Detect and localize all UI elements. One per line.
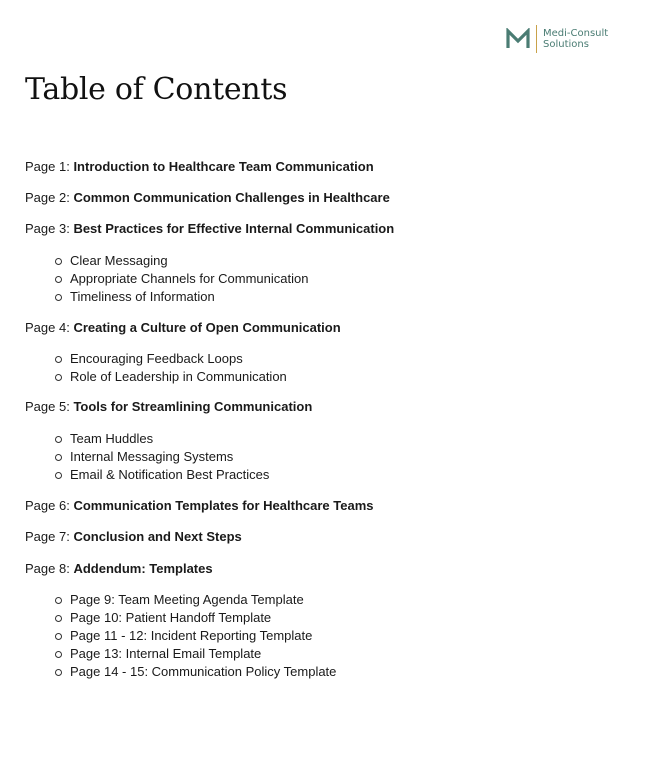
list-item: Team Huddles <box>55 430 625 448</box>
toc-sublist-page-5 <box>25 430 625 484</box>
list-item: Email & Notification Best Practices <box>55 466 625 484</box>
logo-text <box>543 28 608 50</box>
logo-divider <box>536 25 537 53</box>
toc-page-label: Page 6: <box>25 498 74 513</box>
toc-page-label: Page 3: <box>25 221 74 236</box>
company-logo <box>506 24 608 54</box>
list-item: Page 13: Internal Email Template <box>55 645 625 663</box>
toc-page-label: Page 4: <box>25 320 74 335</box>
logo-line-1: Medi-Consult <box>543 28 609 39</box>
list-item: Appropriate Channels for Communication <box>55 270 625 288</box>
toc-entry-page-8 <box>25 560 625 578</box>
list-item: Page 10: Patient Handoff Template <box>55 609 625 627</box>
toc-entry-page-6 <box>25 497 625 515</box>
list-item: Role of Leadership in Communication <box>55 368 625 386</box>
toc-entry-page-5 <box>25 398 625 416</box>
toc-entry-title: Common Communication Challenges in Healthcare <box>73 190 390 205</box>
list-item: Internal Messaging Systems <box>55 448 625 466</box>
toc-entry-title: Communication Templates for Healthcare Teams <box>73 498 374 513</box>
list-item: Encouraging Feedback Loops <box>55 350 625 368</box>
toc-page-label: Page 8: <box>25 561 74 576</box>
toc-entry-title: Creating a Culture of Open Communication <box>73 320 341 335</box>
toc-entry-page-1 <box>25 158 625 176</box>
page-title: Table of Contents <box>25 72 288 107</box>
toc-sublist-page-3 <box>25 252 625 306</box>
toc-page-label: Page 5: <box>25 399 74 414</box>
toc-entry-page-7 <box>25 528 625 546</box>
toc-sublist-page-4 <box>25 350 625 386</box>
toc-page-label: Page 7: <box>25 529 74 544</box>
table-of-contents <box>25 158 625 681</box>
toc-page-label: Page 1: <box>25 159 74 174</box>
logo-line-2: Solutions <box>543 39 589 50</box>
toc-entry-title: Introduction to Healthcare Team Communication <box>73 159 374 174</box>
list-item: Timeliness of Information <box>55 288 625 306</box>
toc-entry-page-2 <box>25 189 625 207</box>
list-item: Clear Messaging <box>55 252 625 270</box>
toc-entry-title: Conclusion and Next Steps <box>73 529 242 544</box>
toc-sublist-page-8 <box>25 591 625 681</box>
letter-m-logo-icon <box>506 28 530 50</box>
list-item: Page 9: Team Meeting Agenda Template <box>55 591 625 609</box>
toc-entry-title: Addendum: Templates <box>73 561 213 576</box>
toc-page-label: Page 2: <box>25 190 74 205</box>
list-item: Page 14 - 15: Communication Policy Template <box>55 663 625 681</box>
toc-entry-page-3 <box>25 220 625 238</box>
list-item: Page 11 - 12: Incident Reporting Template <box>55 627 625 645</box>
toc-entry-title: Tools for Streamlining Communication <box>73 399 313 414</box>
toc-entry-title: Best Practices for Effective Internal Communication <box>73 221 395 236</box>
toc-entry-page-4 <box>25 319 625 337</box>
